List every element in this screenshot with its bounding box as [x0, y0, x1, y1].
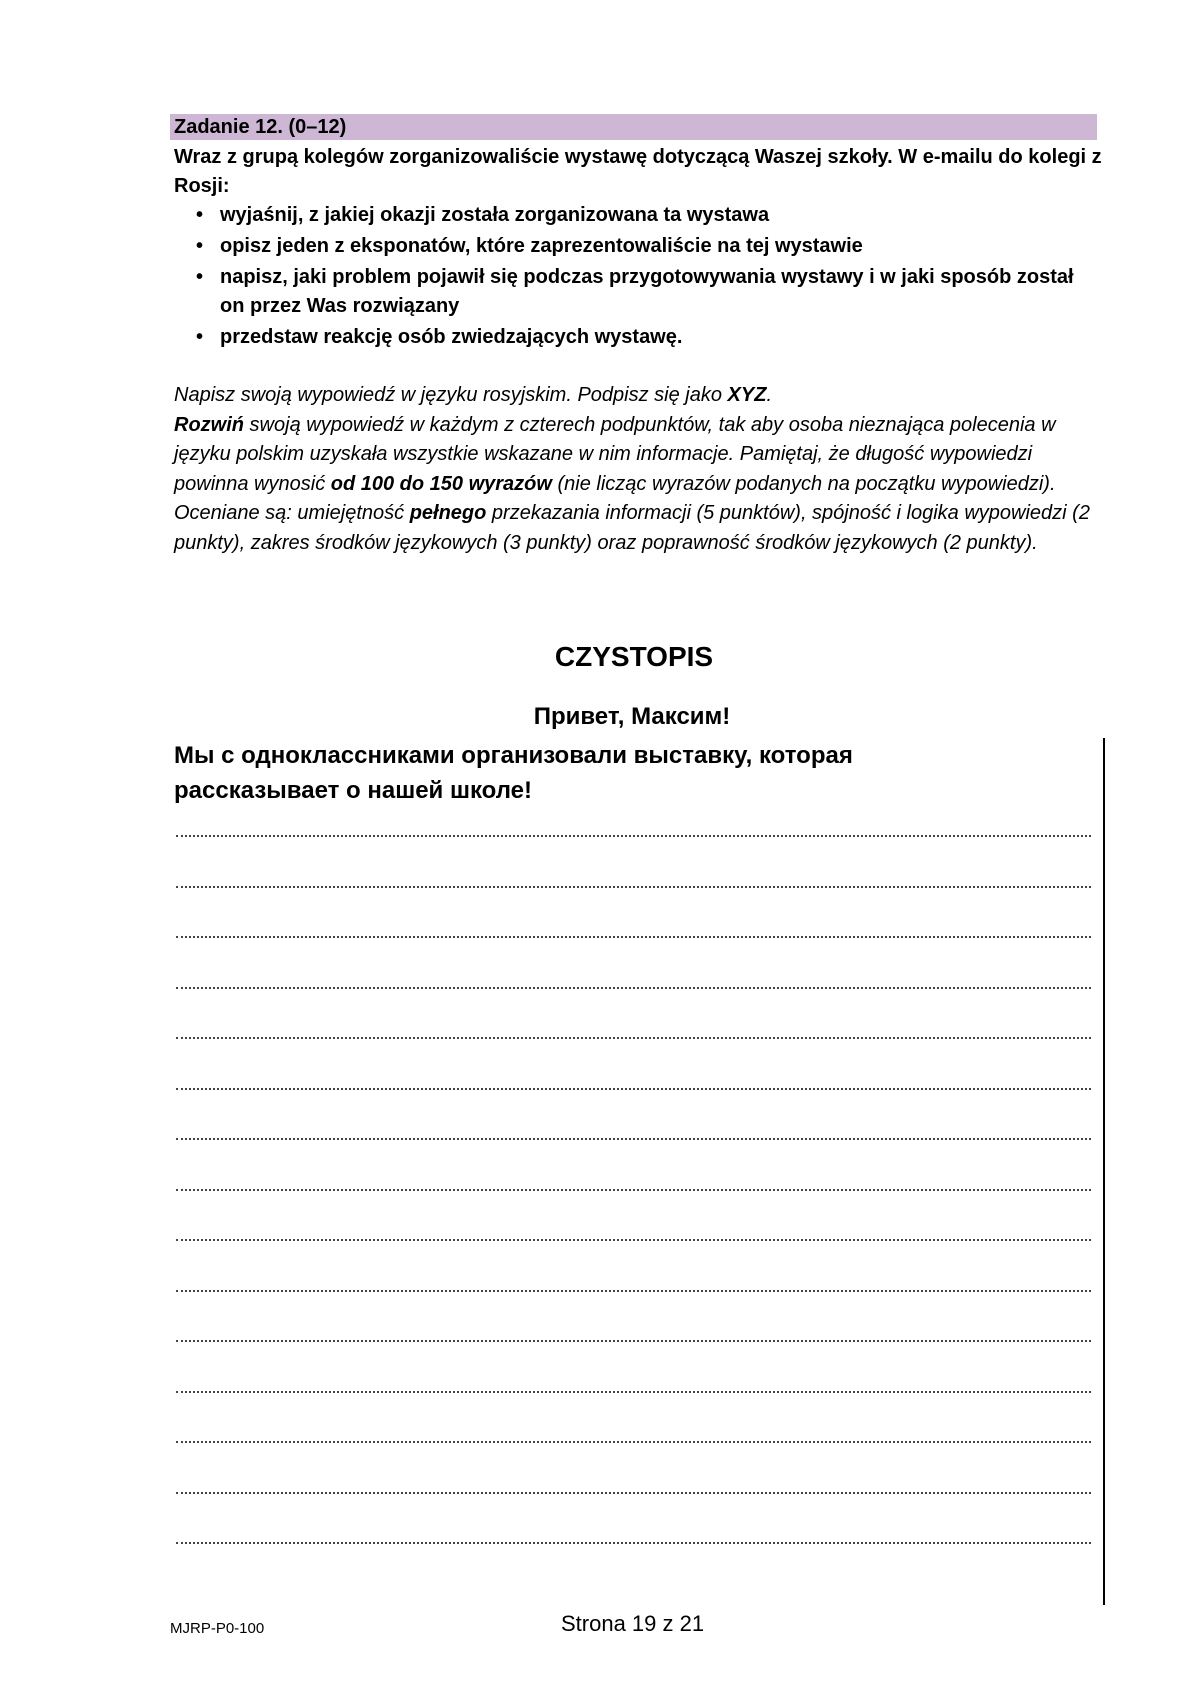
- exam-code: MJRP-P0-100: [170, 1620, 265, 1637]
- instructions-text: Napisz swoją wypowiedź w języku rosyjskim. Podpisz się jako: [174, 384, 728, 406]
- instructions-text: .: [766, 384, 772, 406]
- task-header: Zadanie 12. (0–12): [170, 114, 1097, 140]
- page-number: Strona 19 z 21: [561, 1611, 705, 1636]
- writing-line[interactable]: [176, 1340, 1091, 1342]
- margin-line: [1103, 738, 1105, 1605]
- letter-greeting: Привет, Максим!: [533, 703, 731, 730]
- instructions-emphasis: pełnego: [409, 502, 487, 524]
- letter-opening: Мы с одноклассниками организовали выставку, которая рассказывает о нашей школе!: [174, 742, 853, 804]
- writing-line[interactable]: [176, 936, 1091, 938]
- writing-line[interactable]: [176, 1542, 1091, 1544]
- writing-line[interactable]: [176, 1239, 1091, 1241]
- writing-line[interactable]: [176, 1441, 1091, 1443]
- writing-line[interactable]: [176, 1492, 1091, 1494]
- task-bullet-1: • wyjaśnij, z jakiej okazji została zorganizowana ta wystawa: [174, 201, 1094, 230]
- instructions-text: swoją wypowiedź w każdym z czterech podpunktów, tak aby osoba nieznająca polecenia w języku polskim uzyskała wszystkie wskazane w nim informacje. Pamiętaj, że długość wypowiedzi powinna wynosić: [174, 413, 1056, 495]
- instructions-emphasis: Rozwiń: [174, 413, 244, 436]
- task-bullet-3: • napisz, jaki problem pojawił się podczas przygotowywania wystawy i w jaki sposób został on przez Was rozwiązany: [174, 263, 1094, 321]
- writing-line[interactable]: [176, 1037, 1091, 1039]
- task-bullet-list: [174, 201, 1094, 354]
- signature-code: XYZ: [727, 384, 767, 406]
- writing-line[interactable]: [176, 1189, 1091, 1191]
- instructions-paragraph: [174, 411, 1104, 559]
- word-count-requirement: od 100 do 150 wyrazów: [330, 472, 552, 495]
- writing-line[interactable]: [176, 886, 1091, 888]
- writing-line[interactable]: [176, 1138, 1091, 1140]
- writing-line[interactable]: [176, 1290, 1091, 1292]
- writing-line[interactable]: [176, 835, 1091, 837]
- czystopis-title: CZYSTOPIS: [554, 641, 714, 672]
- task-bullet-2: • opisz jeden z eksponatów, które zaprezentowaliście na tej wystawie: [174, 232, 1094, 261]
- writing-line[interactable]: [176, 1088, 1091, 1090]
- task-bullet-4: • przedstaw reakcję osób zwiedzających wystawę.: [174, 323, 1094, 352]
- instructions-line-1: [174, 381, 1104, 411]
- writing-line[interactable]: [176, 987, 1091, 989]
- instructions-text: przekazania informacji (5 punktów), spójność i logika wypowiedzi (2 punkty), zakres środków językowych (3 punkty) oraz poprawność środków językowych (2 punkty).: [174, 502, 1090, 554]
- writing-line[interactable]: [176, 1391, 1091, 1393]
- instructions-text: (nie licząc wyrazów podanych na początku wypowiedzi). Oceniane są: umiejętność: [174, 472, 1056, 524]
- instructions: [174, 381, 1104, 558]
- task-intro: Wraz z grupą kolegów zorganizowaliście wystawę dotyczącą Waszej szkoły. W e-mailu do kolegi z Rosji:: [174, 146, 1102, 197]
